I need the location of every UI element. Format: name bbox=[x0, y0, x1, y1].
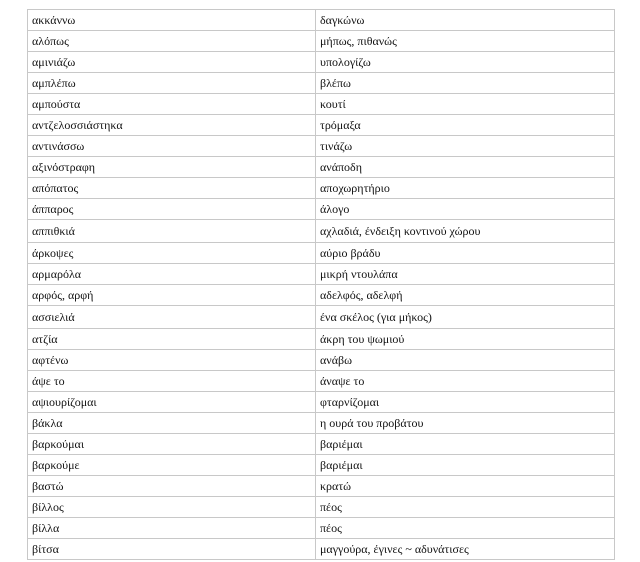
term-cell: βίλλος bbox=[28, 497, 316, 518]
term-cell: αντζελοσσιάστηκα bbox=[28, 115, 316, 136]
term-cell: απόπατος bbox=[28, 178, 316, 199]
meaning-cell: υπολογίζω bbox=[316, 52, 615, 73]
table-row bbox=[28, 73, 615, 94]
table-row bbox=[28, 199, 615, 220]
glossary-body bbox=[28, 10, 615, 560]
table-row bbox=[28, 157, 615, 178]
term-cell: αμπούστα bbox=[28, 94, 316, 115]
meaning-cell: μήπως, πιθανώς bbox=[316, 31, 615, 52]
meaning-cell: τρόμαξα bbox=[316, 115, 615, 136]
table-row bbox=[28, 497, 615, 518]
meaning-cell: ανάποδη bbox=[316, 157, 615, 178]
meaning-cell: άλογο bbox=[316, 199, 615, 220]
meaning-cell: βαριέμαι bbox=[316, 434, 615, 455]
table-row bbox=[28, 371, 615, 392]
meaning-cell: βλέπω bbox=[316, 73, 615, 94]
term-cell: αψιουρίζομαι bbox=[28, 392, 316, 413]
meaning-cell: φταρνίζομαι bbox=[316, 392, 615, 413]
term-cell: ασσιελιά bbox=[28, 306, 316, 329]
table-row bbox=[28, 94, 615, 115]
meaning-cell: βαριέμαι bbox=[316, 455, 615, 476]
meaning-cell: δαγκώνω bbox=[316, 10, 615, 31]
meaning-cell: αύριο βράδυ bbox=[316, 243, 615, 264]
term-cell: βαρκούμαι bbox=[28, 434, 316, 455]
table-row bbox=[28, 31, 615, 52]
term-cell: βαστώ bbox=[28, 476, 316, 497]
term-cell: βίτσα bbox=[28, 539, 316, 560]
term-cell: αρφός, αρφή bbox=[28, 285, 316, 306]
table-row bbox=[28, 476, 615, 497]
meaning-cell: κρατώ bbox=[316, 476, 615, 497]
table-row bbox=[28, 518, 615, 539]
meaning-cell: ένα σκέλος (για μήκος) bbox=[316, 306, 615, 329]
table-row bbox=[28, 329, 615, 350]
meaning-cell: αδελφός, αδελφή bbox=[316, 285, 615, 306]
term-cell: αμπλέπω bbox=[28, 73, 316, 94]
meaning-cell: μαγγούρα, έγινες ~ αδυνάτισες bbox=[316, 539, 615, 560]
meaning-cell: η ουρά του προβάτου bbox=[316, 413, 615, 434]
term-cell: αππιθκιά bbox=[28, 220, 316, 243]
term-cell: άψε το bbox=[28, 371, 316, 392]
meaning-cell: τινάζω bbox=[316, 136, 615, 157]
table-row bbox=[28, 306, 615, 329]
term-cell: άππαρος bbox=[28, 199, 316, 220]
term-cell: ατζία bbox=[28, 329, 316, 350]
meaning-cell: ανάβω bbox=[316, 350, 615, 371]
meaning-cell: μικρή ντουλάπα bbox=[316, 264, 615, 285]
table-row bbox=[28, 178, 615, 199]
meaning-cell: πέος bbox=[316, 518, 615, 539]
table-row bbox=[28, 413, 615, 434]
table-row bbox=[28, 264, 615, 285]
term-cell: αλόπως bbox=[28, 31, 316, 52]
meaning-cell: αχλαδιά, ένδειξη κοντινού χώρου bbox=[316, 220, 615, 243]
term-cell: άρκοψες bbox=[28, 243, 316, 264]
meaning-cell: άναψε το bbox=[316, 371, 615, 392]
table-row bbox=[28, 285, 615, 306]
table-row bbox=[28, 10, 615, 31]
table-row bbox=[28, 392, 615, 413]
table-row bbox=[28, 115, 615, 136]
glossary-table bbox=[27, 9, 615, 560]
term-cell: ακκάννω bbox=[28, 10, 316, 31]
term-cell: βάκλα bbox=[28, 413, 316, 434]
table-row bbox=[28, 434, 615, 455]
term-cell: αρμαρόλα bbox=[28, 264, 316, 285]
term-cell: βίλλα bbox=[28, 518, 316, 539]
table-row bbox=[28, 539, 615, 560]
term-cell: αμινιάζω bbox=[28, 52, 316, 73]
meaning-cell: αποχωρητήριο bbox=[316, 178, 615, 199]
table-row bbox=[28, 52, 615, 73]
table-row bbox=[28, 220, 615, 243]
term-cell: αξινόστραφη bbox=[28, 157, 316, 178]
term-cell: αντινάσσω bbox=[28, 136, 316, 157]
table-row bbox=[28, 136, 615, 157]
meaning-cell: κουτί bbox=[316, 94, 615, 115]
table-row bbox=[28, 350, 615, 371]
table-row bbox=[28, 243, 615, 264]
table-row bbox=[28, 455, 615, 476]
term-cell: αφτένω bbox=[28, 350, 316, 371]
term-cell: βαρκούμε bbox=[28, 455, 316, 476]
meaning-cell: άκρη του ψωμιού bbox=[316, 329, 615, 350]
meaning-cell: πέος bbox=[316, 497, 615, 518]
